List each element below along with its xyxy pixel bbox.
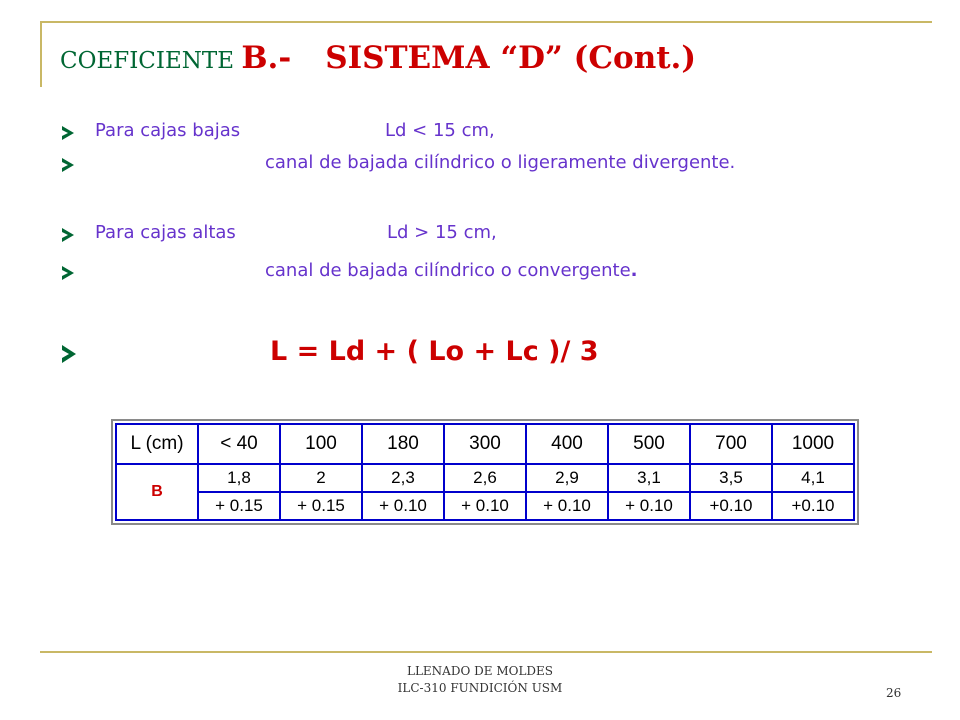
- title-frame-left: [40, 21, 42, 87]
- bullet-arrow-icon: [62, 126, 74, 140]
- table-value-cell: 3,5: [690, 464, 772, 492]
- table-value-cell: 4,1: [772, 464, 854, 492]
- table-tolerance-cell: + 0.15: [280, 492, 362, 520]
- table-row-tolerances: [116, 492, 854, 520]
- coefficient-table: [111, 419, 859, 525]
- table-tolerance-cell: + 0.10: [362, 492, 444, 520]
- title-letter: B.-: [241, 40, 292, 76]
- page-number: 26: [886, 686, 902, 700]
- table-value-cell: 1,8: [198, 464, 280, 492]
- bullet-arrow-icon: [62, 345, 76, 363]
- bullet-4-text: [265, 260, 638, 281]
- bullet-4-end: .: [630, 260, 638, 281]
- slide-title: [60, 40, 696, 76]
- bullet-arrow-icon: [62, 158, 74, 172]
- bullet-arrow-icon: [62, 266, 74, 280]
- table-tolerance-cell: + 0.10: [526, 492, 608, 520]
- table-header-cell: 500: [608, 424, 690, 464]
- footer-rule: [40, 651, 932, 653]
- table-value-cell: 2,6: [444, 464, 526, 492]
- table-header-cell: < 40: [198, 424, 280, 464]
- footer-line-1: LLENADO DE MOLDES: [406, 664, 554, 678]
- table-value-cell: 2,3: [362, 464, 444, 492]
- table-header-cell: 100: [280, 424, 362, 464]
- bullet-3-left: Para cajas altas: [95, 222, 236, 243]
- table-row-values: [116, 464, 854, 492]
- table-header-cell: 180: [362, 424, 444, 464]
- table-header-cell: 700: [690, 424, 772, 464]
- title-frame-top: [40, 21, 932, 23]
- table-value-cell: 3,1: [608, 464, 690, 492]
- table-value-cell: 2,9: [526, 464, 608, 492]
- bullet-2-text: canal de bajada cilíndrico o ligeramente divergente.: [265, 152, 736, 173]
- table-header-row: [116, 424, 854, 464]
- footer-line-2: ILC-310 FUNDICIÓN USM: [397, 681, 563, 695]
- bullet-4-main: canal de bajada cilíndrico o convergente: [265, 260, 631, 281]
- title-main: SISTEMA “D” (Cont.): [325, 40, 697, 76]
- table-header-cell: L (cm): [116, 424, 198, 464]
- table-value-cell: 2: [280, 464, 362, 492]
- table-tolerance-cell: +0.10: [772, 492, 854, 520]
- bullet-3-right: Ld > 15 cm,: [387, 222, 497, 243]
- table-tolerance-cell: + 0.10: [608, 492, 690, 520]
- title-prefix: COEFICIENTE: [60, 48, 242, 74]
- bullet-1-right: Ld < 15 cm,: [385, 120, 495, 141]
- table-header-cell: 1000: [772, 424, 854, 464]
- formula: L = Ld + ( Lo + Lc )/ 3: [270, 336, 599, 367]
- table-header-cell: 400: [526, 424, 608, 464]
- table-tolerance-cell: + 0.10: [444, 492, 526, 520]
- bullet-1-left: Para cajas bajas: [95, 120, 241, 141]
- bullet-arrow-icon: [62, 228, 74, 242]
- table-tolerance-cell: +0.10: [690, 492, 772, 520]
- table-row-label: B: [116, 464, 198, 520]
- table-header-cell: 300: [444, 424, 526, 464]
- coefficient-table-grid: [115, 423, 855, 521]
- table-tolerance-cell: + 0.15: [198, 492, 280, 520]
